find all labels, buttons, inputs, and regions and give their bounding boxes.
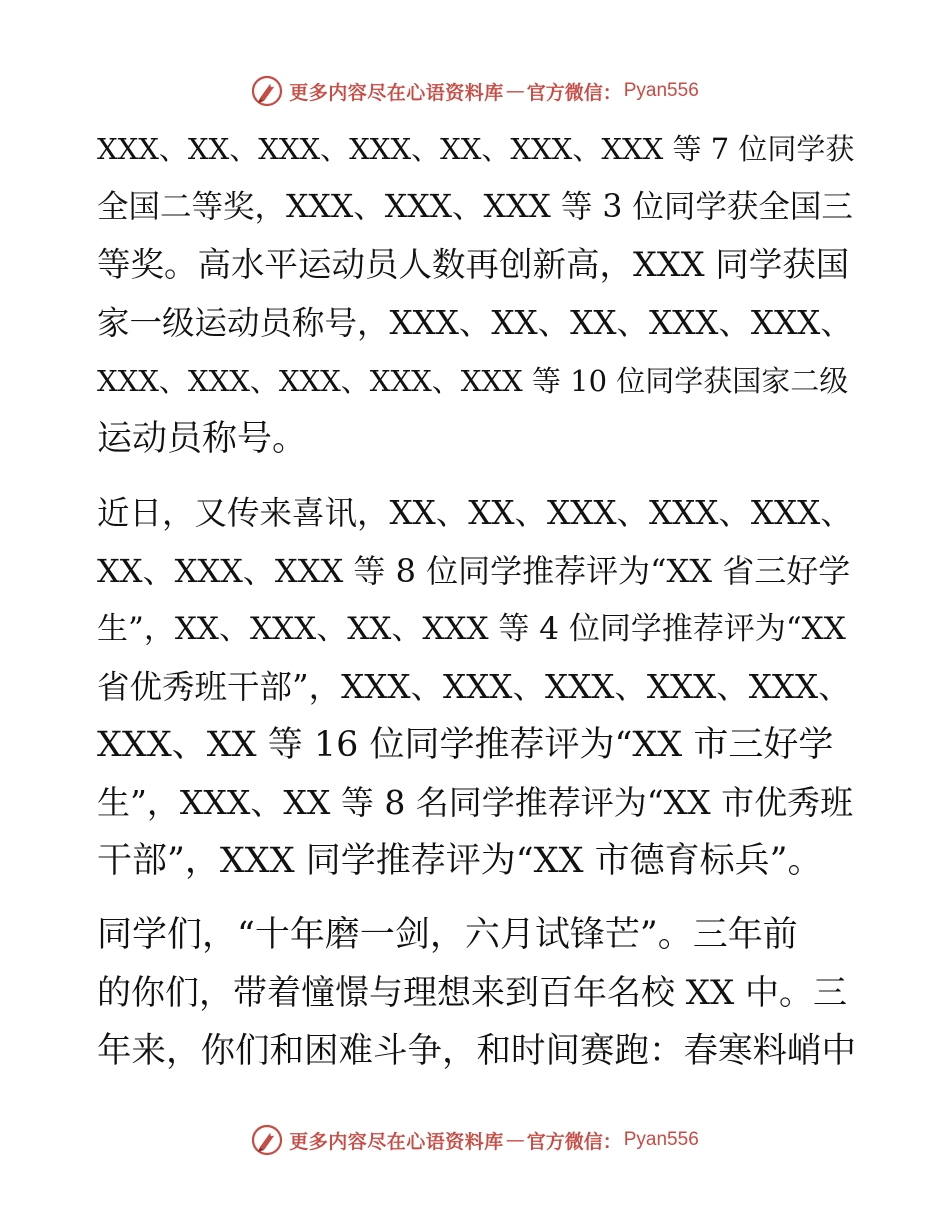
paragraph-students xyxy=(97,906,857,1080)
text-line: 全国二等奖，XXX、XXX、XXX 等 3 位同学获全国三 xyxy=(97,189,853,225)
watermark-wechat-id: Pyan556 xyxy=(623,1129,699,1150)
watermark-dash: — xyxy=(505,1129,525,1151)
text-line: 家一级运动员称号，XXX、XX、XX、XXX、XXX、 xyxy=(97,304,853,342)
paragraph-awards xyxy=(97,120,857,468)
pen-logo-icon xyxy=(251,1124,283,1156)
watermark-dash: — xyxy=(505,80,525,102)
paragraph-honors xyxy=(97,484,857,890)
text-line: 年来，你们和困难斗争，和时间赛跑：春寒料峭中 xyxy=(97,1031,856,1071)
document-body xyxy=(97,120,857,1080)
text-line: 生”，XXX、XX 等 8 名同学推荐评为“XX 市优秀班 xyxy=(97,783,854,822)
watermark-wechat-label: 官方微信： xyxy=(526,1130,622,1153)
text-line: XXX、XX、XXX、XXX、XX、XXX、XXX 等 7 位同学获 xyxy=(97,132,855,166)
text-line: 运动员称号。 xyxy=(97,419,308,459)
footer-watermark xyxy=(0,1120,950,1160)
watermark-main-text: 更多内容尽在心语资料库 xyxy=(289,81,504,104)
text-line: XXX、XXX、XXX、XXX、XXX 等 10 位同学获国家二级 xyxy=(97,364,849,398)
text-line: 省优秀班干部”，XXX、XXX、XXX、XXX、XXX、 xyxy=(97,668,851,706)
text-line: XXX、XX 等 16 位同学推荐评为“XX 市三好学 xyxy=(97,725,834,765)
watermark-wechat-label: 官方微信： xyxy=(526,81,622,104)
text-line: 生”，XX、XXX、XX、XXX 等 4 位同学推荐评为“XX xyxy=(97,611,846,647)
header-watermark xyxy=(0,71,950,111)
text-line: 干部”，XXX 同学推荐评为“XX 市德育标兵”。 xyxy=(97,841,823,881)
text-line: 等奖。高水平运动员人数再创新高，XXX 同学获国 xyxy=(97,245,850,284)
watermark-wechat-id: Pyan556 xyxy=(623,80,699,101)
text-line: 近日，又传来喜讯，XX、XX、XXX、XXX、XXX、 xyxy=(97,494,853,532)
watermark-main-text: 更多内容尽在心语资料库 xyxy=(289,1130,504,1153)
pen-logo-icon xyxy=(251,75,283,107)
text-line: 的你们，带着憧憬与理想来到百年名校 XX 中。三 xyxy=(97,973,848,1013)
text-line: XX、XXX、XXX 等 8 位同学推荐评为“XX 省三好学 xyxy=(97,552,851,590)
text-line: 同学们，“十年磨一剑，六月试锋芒”。三年前 xyxy=(97,915,798,955)
